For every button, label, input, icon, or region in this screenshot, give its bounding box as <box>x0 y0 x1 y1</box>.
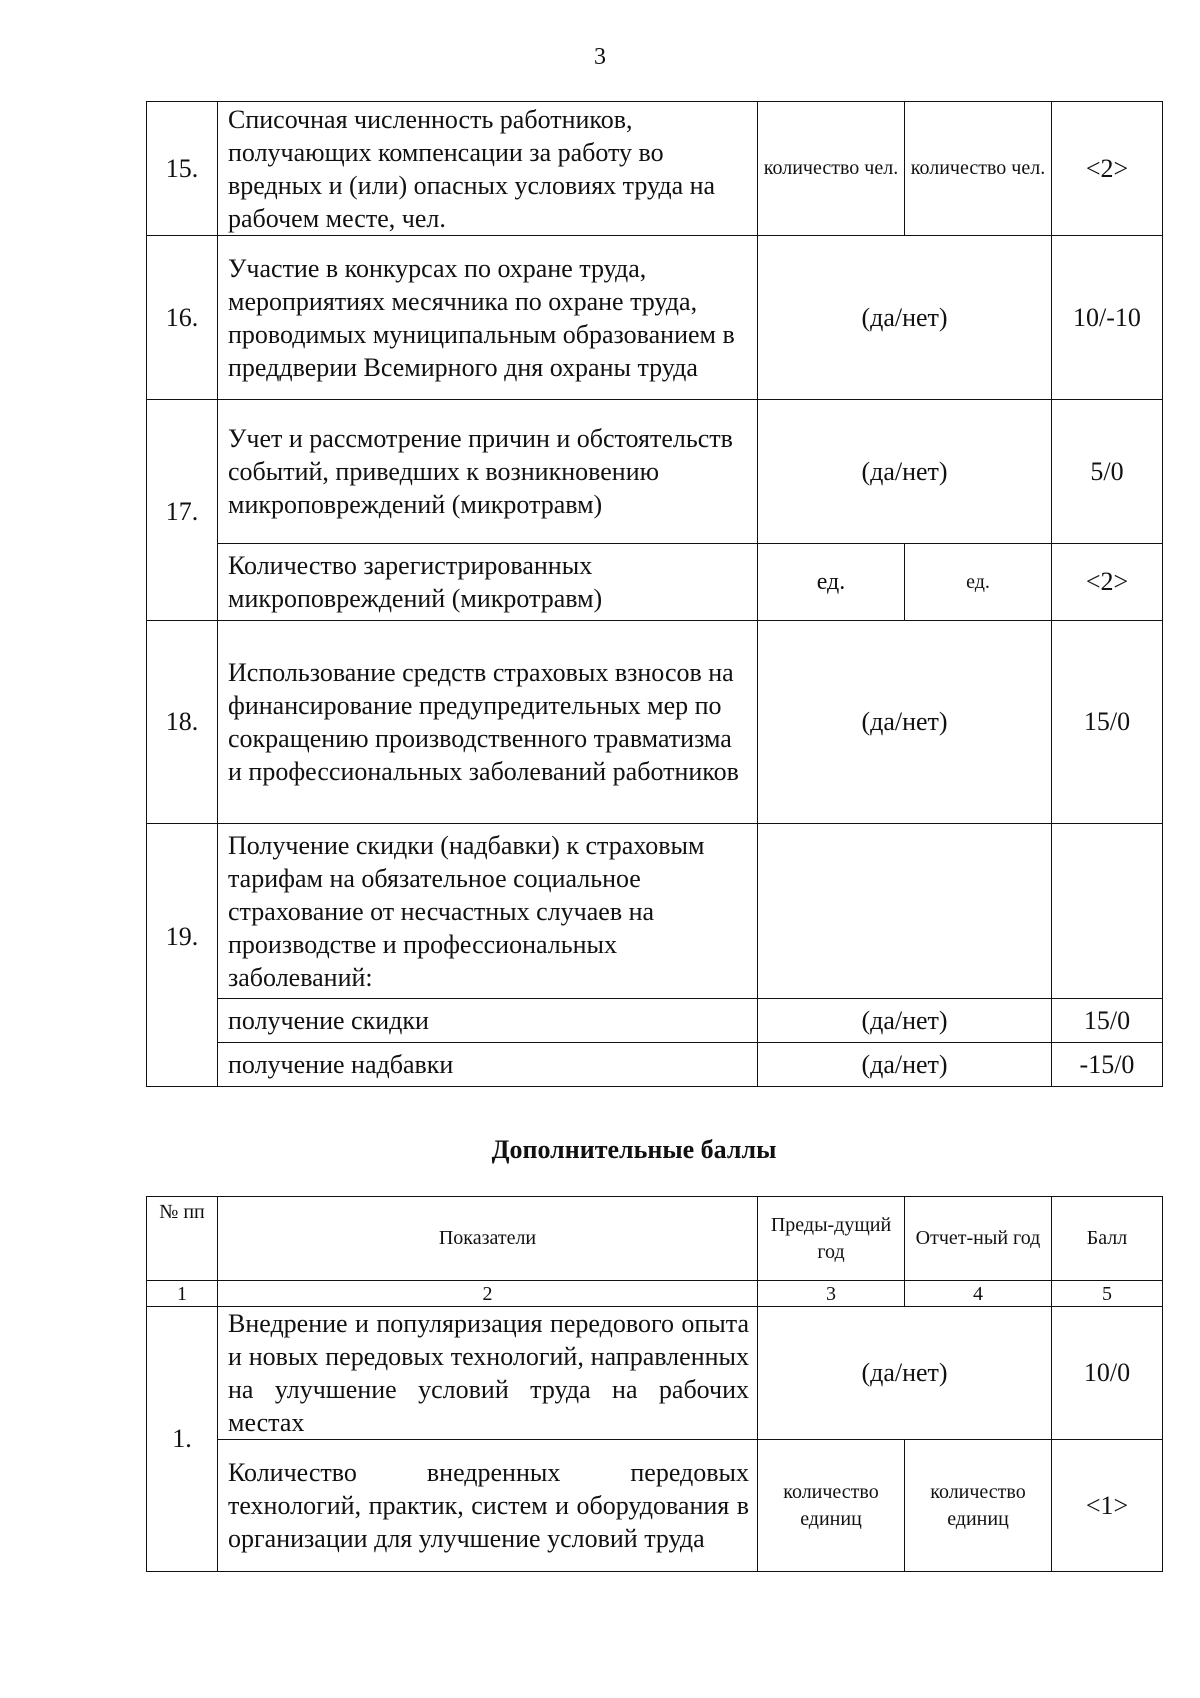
prev-year-cell: количество единиц <box>758 1440 905 1572</box>
indicators-table-continued <box>146 101 1163 1087</box>
header-number: № пп <box>147 1197 218 1281</box>
indicator-text: Списочная численность работников, получающих компенсации за работу во вредных и (или) опасных условиях труда на рабочем месте, чел. <box>218 102 758 236</box>
score-cell: 5/0 <box>1052 400 1163 544</box>
value-cell: (да/нет) <box>758 400 1052 544</box>
col-number-4: 4 <box>905 1281 1052 1307</box>
empty-score-cell <box>1052 824 1163 999</box>
header-curr-year: Отчет-ный год <box>905 1197 1052 1281</box>
indicator-text: получение скидки <box>218 999 758 1043</box>
score-cell: 10/-10 <box>1052 236 1163 400</box>
col-number-5: 5 <box>1052 1281 1163 1307</box>
value-cell: (да/нет) <box>758 999 1052 1043</box>
table-row-18 <box>147 621 1163 824</box>
indicator-text: Участие в конкурсах по охране труда, мероприятиях месячника по охране труда, проводимых муниципальным образованием в преддверии Всемирного дня охраны труда <box>218 236 758 400</box>
row-number: 16. <box>147 236 218 400</box>
score-cell: <2> <box>1052 544 1163 621</box>
header-row <box>147 1197 1163 1281</box>
empty-value-cell <box>758 824 1052 999</box>
row-number: 17. <box>147 400 218 621</box>
indicator-text: Получение скидки (надбавки) к страховым тарифам на обязательное социальное страхование от несчастных случаев на производстве и профессиональных заболеваний: <box>218 824 758 999</box>
indicator-text: Использование средств страховых взносов на финансирование предупредительных мер по сокращению производственного травматизма и профессиональных заболеваний работников <box>218 621 758 824</box>
table-row-19 <box>147 824 1163 999</box>
score-cell: 15/0 <box>1052 999 1163 1043</box>
indicator-text: получение надбавки <box>218 1043 758 1087</box>
header-indicators: Показатели <box>218 1197 758 1281</box>
row-number: 19. <box>147 824 218 1087</box>
page-number: 3 <box>594 44 606 70</box>
col-number-1: 1 <box>147 1281 218 1307</box>
col-number-2: 2 <box>218 1281 758 1307</box>
indicator-text: Количество зарегистрированных микроповреждений (микротравм) <box>218 544 758 621</box>
header-score: Балл <box>1052 1197 1163 1281</box>
value-cell: (да/нет) <box>758 1307 1052 1440</box>
score-cell: 15/0 <box>1052 621 1163 824</box>
score-cell: <1> <box>1052 1440 1163 1572</box>
score-cell: 10/0 <box>1052 1307 1163 1440</box>
indicator-text: Внедрение и популяризация передового опыта и новых передовых технологий, направленных на улучшение условий труда на рабочих местах <box>218 1307 758 1440</box>
indicator-text: Количество внедренных передовых технологий, практик, систем и оборудования в организации для улучшение условий труда <box>218 1440 758 1572</box>
row-number: 15. <box>147 102 218 236</box>
table-row-15 <box>147 102 1163 236</box>
curr-year-cell: ед. <box>905 544 1052 621</box>
col-number-3: 3 <box>758 1281 905 1307</box>
value-cell: (да/нет) <box>758 1043 1052 1087</box>
table-row-16 <box>147 236 1163 400</box>
column-number-row <box>147 1281 1163 1307</box>
table-row-19-surcharge <box>147 1043 1163 1087</box>
table-row-17 <box>147 400 1163 544</box>
section-heading: Дополнительные баллы <box>491 1135 777 1164</box>
row-number: 18. <box>147 621 218 824</box>
value-cell: (да/нет) <box>758 621 1052 824</box>
indicator-text: Учет и рассмотрение причин и обстоятельств событий, приведших к возникновению микроповреждений (микротравм) <box>218 400 758 544</box>
curr-year-cell: количество единиц <box>905 1440 1052 1572</box>
header-prev-year: Преды-дущий год <box>758 1197 905 1281</box>
table-row-17-sub <box>147 544 1163 621</box>
row-number: 1. <box>147 1307 218 1572</box>
table-row-19-discount <box>147 999 1163 1043</box>
value-cell: (да/нет) <box>758 236 1052 400</box>
table-row-1b <box>147 1440 1163 1572</box>
prev-year-cell: количество чел. <box>758 102 905 236</box>
table-row-1a <box>147 1307 1163 1440</box>
score-cell: <2> <box>1052 102 1163 236</box>
score-cell: -15/0 <box>1052 1043 1163 1087</box>
prev-year-cell: ед. <box>758 544 905 621</box>
additional-points-table <box>146 1196 1163 1572</box>
curr-year-cell: количество чел. <box>905 102 1052 236</box>
